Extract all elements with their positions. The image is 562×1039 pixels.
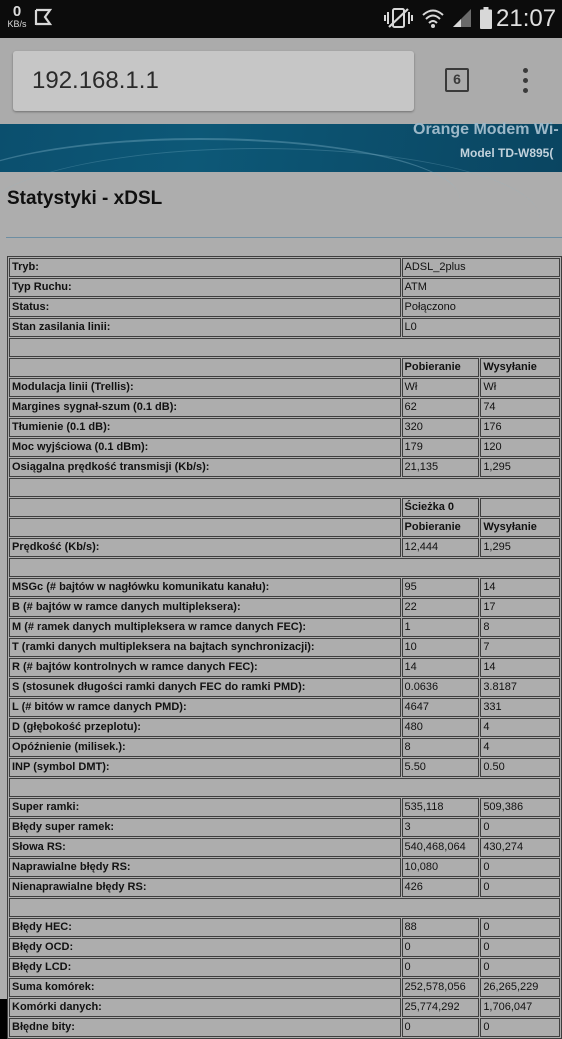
row-value: 12,444 <box>402 538 480 557</box>
table-row <box>9 818 560 837</box>
row-value: ATM <box>402 278 560 297</box>
row-label: Naprawialne błędy RS: <box>9 858 401 877</box>
row-label: MSGc (# bajtów w nagłówku komunikatu kanału): <box>9 578 401 597</box>
signal-icon <box>452 8 472 28</box>
row-value: 7 <box>480 638 560 657</box>
table-row <box>9 398 560 417</box>
row-value: 179 <box>402 438 480 457</box>
vibrate-mute-icon <box>384 7 414 29</box>
table-spacer-row <box>9 478 560 497</box>
row-label: T (ramki danych multipleksera na bajtach synchronizacji): <box>9 638 401 657</box>
table-row <box>9 258 560 277</box>
status-bar <box>0 0 562 38</box>
row-value: 1,295 <box>480 538 560 557</box>
row-label: Nienaprawialne błędy RS: <box>9 878 401 897</box>
modem-banner <box>0 121 562 172</box>
notification-flag-icon <box>34 8 54 26</box>
table-row <box>9 738 560 757</box>
row-label: Status: <box>9 298 401 317</box>
row-value: 0 <box>480 1018 560 1037</box>
row-value: 26,265,229 <box>480 978 560 997</box>
column-header <box>480 498 560 517</box>
row-value: 0 <box>402 938 480 957</box>
row-value: 14 <box>402 658 480 677</box>
browser-toolbar <box>0 38 562 124</box>
tab-switcher-button[interactable]: 6 <box>445 68 469 92</box>
row-value: Połączono <box>402 298 560 317</box>
row-value: 0 <box>480 938 560 957</box>
table-row <box>9 838 560 857</box>
row-value: ADSL_2plus <box>402 258 560 277</box>
row-label: Stan zasilania linii: <box>9 318 401 337</box>
title-divider <box>6 237 562 238</box>
row-label: Komórki danych: <box>9 998 401 1017</box>
network-speed-indicator <box>5 4 29 29</box>
row-value: 252,578,056 <box>402 978 480 997</box>
table-row <box>9 438 560 457</box>
row-label: L (# bitów w ramce danych PMD): <box>9 698 401 717</box>
table-row <box>9 418 560 437</box>
clock: 21:07 <box>496 5 557 32</box>
row-value: 176 <box>480 418 560 437</box>
row-value: 22 <box>402 598 480 617</box>
row-value: 540,468,064 <box>402 838 480 857</box>
table-row <box>9 578 560 597</box>
table-spacer-row <box>9 558 560 577</box>
battery-icon <box>480 7 492 29</box>
row-value: 25,774,292 <box>402 998 480 1017</box>
row-value: 0 <box>480 878 560 897</box>
row-value: 0 <box>402 958 480 977</box>
banner-model: Model TD-W895( <box>460 146 554 160</box>
row-label <box>9 518 401 537</box>
row-value: 0.0636 <box>402 678 480 697</box>
table-row <box>9 798 560 817</box>
spacer-cell <box>9 558 560 577</box>
row-value: 62 <box>402 398 480 417</box>
status-icons <box>384 7 492 29</box>
row-label: B (# bajtów w ramce danych multipleksera): <box>9 598 401 617</box>
row-value: 1 <box>402 618 480 637</box>
address-bar[interactable]: 192.168.1.1 <box>13 51 414 111</box>
table-row <box>9 978 560 997</box>
network-speed-unit: KB/s <box>7 19 27 29</box>
row-label: Moc wyjściowa (0.1 dBm): <box>9 438 401 457</box>
table-row <box>9 598 560 617</box>
row-value: 3 <box>402 818 480 837</box>
row-value: 0.50 <box>480 758 560 777</box>
table-row <box>9 858 560 877</box>
row-label: S (stosunek długości ramki danych FEC do ramki PMD): <box>9 678 401 697</box>
row-value: 320 <box>402 418 480 437</box>
row-label: Tłumienie (0.1 dB): <box>9 418 401 437</box>
table-spacer-row <box>9 338 560 357</box>
table-spacer-row <box>9 898 560 917</box>
row-label: Super ramki: <box>9 798 401 817</box>
spacer-cell <box>9 898 560 917</box>
row-value: 430,274 <box>480 838 560 857</box>
column-header: Ścieżka 0 <box>402 498 480 517</box>
row-value: 5.50 <box>402 758 480 777</box>
row-value: 0 <box>480 958 560 977</box>
row-value: 3.8187 <box>480 678 560 697</box>
row-value: Wł <box>480 378 560 397</box>
row-value: 0 <box>480 918 560 937</box>
row-label <box>9 358 401 377</box>
row-label: R (# bajtów kontrolnych w ramce danych FEC): <box>9 658 401 677</box>
table-row <box>9 638 560 657</box>
row-label: D (głębokość przeplotu): <box>9 718 401 737</box>
network-speed-value: 0 <box>12 3 22 20</box>
table-row <box>9 378 560 397</box>
row-value: 1,295 <box>480 458 560 477</box>
row-value: 8 <box>480 618 560 637</box>
row-label: Błędy OCD: <box>9 938 401 957</box>
spacer-cell <box>9 338 560 357</box>
row-label: Błędne bity: <box>9 1018 401 1037</box>
row-label <box>9 498 401 517</box>
column-header: Wysyłanie <box>480 518 560 537</box>
row-value: 88 <box>402 918 480 937</box>
row-value: 17 <box>480 598 560 617</box>
table-row <box>9 318 560 337</box>
row-value: 4 <box>480 718 560 737</box>
table-header-row <box>9 518 560 537</box>
table-row <box>9 1018 560 1037</box>
wifi-icon <box>422 7 444 29</box>
row-label: Modulacja linii (Trellis): <box>9 378 401 397</box>
row-value: 4647 <box>402 698 480 717</box>
row-label: Błędy HEC: <box>9 918 401 937</box>
row-value: 95 <box>402 578 480 597</box>
table-row <box>9 618 560 637</box>
column-header: Wysyłanie <box>480 358 560 377</box>
row-value: 120 <box>480 438 560 457</box>
row-value: 480 <box>402 718 480 737</box>
xdsl-stats-table <box>7 256 562 1039</box>
row-value: 535,118 <box>402 798 480 817</box>
table-row <box>9 698 560 717</box>
row-label: Typ Ruchu: <box>9 278 401 297</box>
table-row <box>9 958 560 977</box>
row-value: 509,386 <box>480 798 560 817</box>
table-header-row <box>9 498 560 517</box>
row-value: 426 <box>402 878 480 897</box>
row-label: Słowa RS: <box>9 838 401 857</box>
row-value: 8 <box>402 738 480 757</box>
banner-title: Orange Modem Wi- <box>413 121 559 138</box>
table-row <box>9 918 560 937</box>
row-label: Osiągalna prędkość transmisji (Kb/s): <box>9 458 401 477</box>
table-row <box>9 758 560 777</box>
table-spacer-row <box>9 778 560 797</box>
table-row <box>9 998 560 1017</box>
web-page <box>0 121 562 1033</box>
table-row <box>9 458 560 477</box>
row-value: 0 <box>480 858 560 877</box>
table-row <box>9 938 560 957</box>
row-value: 21,135 <box>402 458 480 477</box>
row-value: 1,706,047 <box>480 998 560 1017</box>
row-value: 0 <box>480 818 560 837</box>
row-value: 10 <box>402 638 480 657</box>
spacer-cell <box>9 778 560 797</box>
row-label: Suma komórek: <box>9 978 401 997</box>
table-row <box>9 278 560 297</box>
table-row <box>9 718 560 737</box>
row-label: Błędy super ramek: <box>9 818 401 837</box>
page-title: Statystyki - xDSL <box>7 188 163 209</box>
spacer-cell <box>9 478 560 497</box>
row-value: 0 <box>402 1018 480 1037</box>
table-header-row <box>9 358 560 377</box>
table-row <box>9 658 560 677</box>
row-label: Margines sygnał-szum (0.1 dB): <box>9 398 401 417</box>
row-label: M (# ramek danych multipleksera w ramce danych FEC): <box>9 618 401 637</box>
table-row <box>9 538 560 557</box>
column-header: Pobieranie <box>402 518 480 537</box>
overflow-menu-icon[interactable] <box>520 68 530 96</box>
table-row <box>9 298 560 317</box>
row-value: 331 <box>480 698 560 717</box>
row-label: Opóźnienie (milisek.): <box>9 738 401 757</box>
table-row <box>9 878 560 897</box>
table-row <box>9 678 560 697</box>
row-value: Wł <box>402 378 480 397</box>
column-header: Pobieranie <box>402 358 480 377</box>
row-label: Błędy LCD: <box>9 958 401 977</box>
row-value: 74 <box>480 398 560 417</box>
row-value: 14 <box>480 658 560 677</box>
row-label: INP (symbol DMT): <box>9 758 401 777</box>
row-label: Prędkość (Kb/s): <box>9 538 401 557</box>
row-value: 14 <box>480 578 560 597</box>
row-label: Tryb: <box>9 258 401 277</box>
row-value: L0 <box>402 318 560 337</box>
row-value: 4 <box>480 738 560 757</box>
row-value: 10,080 <box>402 858 480 877</box>
